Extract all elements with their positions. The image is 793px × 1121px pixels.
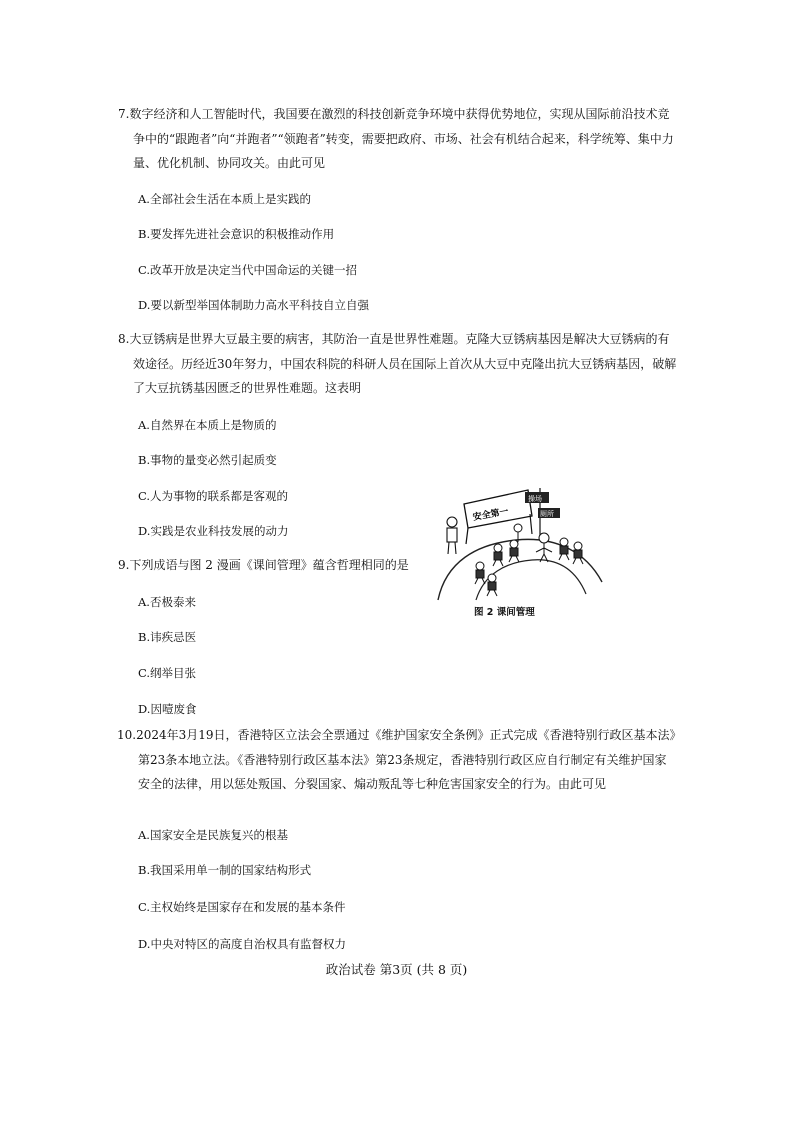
question-10-option-a[interactable]: A.国家安全是民族复兴的根基 (138, 828, 288, 842)
question-9-option-b[interactable]: B.讳疾忌医 (138, 630, 197, 644)
question-10-option-c[interactable]: C.主权始终是国家存在和发展的基本条件 (138, 900, 346, 914)
question-10-stem: 10.2024年3月19日，香港特区立法会全票通过《维护国家安全条例》正式完成《香港特别行政区基本法》第23条本地立法。《香港特别行政区基本法》第23条规定，香港特别行政区应自行制定有关维护国家安全的法律，用以惩处叛国、分裂国家、煽动叛乱等七种危害国家安全的行为。由此可见 (117, 728, 676, 791)
question-7-option-b[interactable]: B.要发挥先进社会意识的积极推动作用 (138, 227, 335, 241)
question-10-option-b[interactable]: B.我国采用单一制的国家结构形式 (138, 863, 312, 877)
question-9-option-d[interactable]: D.因噎废食 (138, 702, 197, 716)
question-8-option-c[interactable]: C.人为事物的联系都是客观的 (138, 489, 289, 503)
question-9-option-a[interactable]: A.否极泰来 (138, 595, 196, 609)
question-8-option-d[interactable]: D.实践是农业科技发展的动力 (138, 524, 289, 538)
question-7-option-a[interactable]: A.全部社会生活在本质上是实践的 (138, 192, 311, 206)
question-8-option-b[interactable]: B.事物的量变必然引起质变 (138, 453, 277, 467)
question-9 (118, 553, 418, 578)
children-group (475, 533, 583, 596)
banner-text: 安全第一 (472, 506, 510, 524)
sign-text-b: 厕所 (540, 510, 554, 518)
question-8 (118, 327, 678, 401)
sign-text-a: 操场 (528, 495, 542, 503)
question-8-stem: 8.大豆锈病是世界大豆最主要的病害，其防治一直是世界性难题。克隆大豆锈病基因是解决大豆锈病的有效途径。历经近30年努力，中国农科院的科研人员在国际上首次从大豆中克隆出抗大豆锈病基因，破解了大豆抗锈基因匮乏的世界性难题。这表明 (118, 332, 677, 395)
question-9-option-c[interactable]: C.纲举目张 (138, 666, 197, 680)
question-7 (118, 102, 678, 176)
question-7-option-c[interactable]: C.改革开放是决定当代中国命运的关键一招 (138, 263, 358, 277)
question-9-stem: 9.下列成语与图 2 漫画《课间管理》蕴含哲理相同的是 (118, 558, 409, 572)
question-10 (118, 723, 678, 797)
question-7-stem: 7.数字经济和人工智能时代，我国要在激烈的科技创新竞争环境中获得优势地位，实现从国际前沿技术竞争中的“跟跑者”向“并跑者”“领跑者”转变，需要把政府、市场、社会有机结合起来，科学统筹、集中力量、优化机制、协同攻关。由此可见 (118, 107, 674, 170)
question-8-option-a[interactable]: A.自然界在本质上是物质的 (138, 418, 277, 432)
page-footer: 政治试卷 第3页 (共 8 页) (325, 962, 468, 977)
question-7-option-d[interactable]: D.要以新型举国体制助力高水平科技自立自强 (138, 298, 369, 312)
question-10-option-d[interactable]: D.中央对特区的高度自治权具有监督权力 (138, 937, 346, 951)
cartoon-figure (436, 482, 604, 602)
figure-caption: 图 2 课间管理 (474, 607, 535, 618)
